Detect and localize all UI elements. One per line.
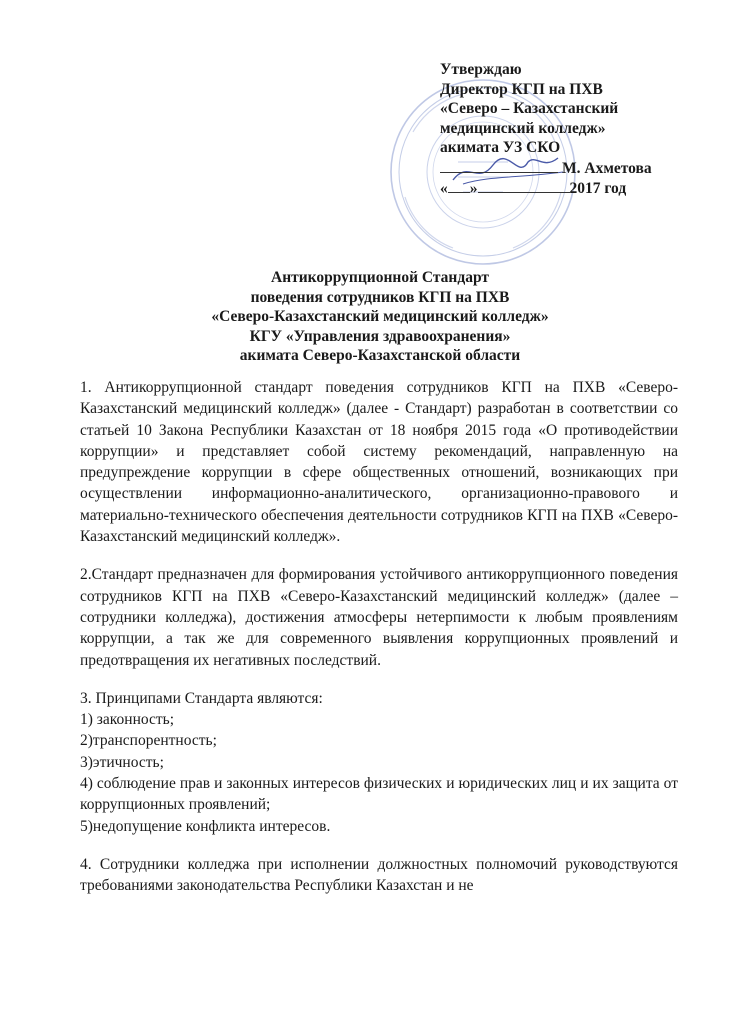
title-line-2: поведения сотрудников КГП на ПХВ [250, 288, 510, 306]
title-line-4: КГУ «Управления здравоохранения» [249, 327, 511, 345]
document-title [80, 268, 680, 366]
approval-org-line3: акимата УЗ СКО [440, 139, 561, 156]
list-item: 5)недопущение конфликта интересов. [80, 817, 331, 835]
date-year: 2017 год [569, 180, 627, 197]
document-body [80, 377, 678, 914]
approval-position: Директор КГП на ПХВ [440, 80, 603, 98]
signer-name: М. Ахметова [562, 159, 652, 177]
approval-signature-line [440, 158, 740, 179]
day-blank [448, 178, 470, 193]
principles-list [80, 688, 678, 837]
list-item: 4) соблюдение прав и законных интересов физических и юридических лиц и их защита от коррупционных проявлений; [80, 775, 678, 814]
list-item: 3)этичность; [80, 753, 164, 771]
approval-org-line2: медицинский колледж» [440, 119, 606, 137]
list-item: 1) законность; [80, 711, 175, 729]
principles-heading: 3. Принципами Стандарта являются: [80, 689, 323, 707]
approval-heading: Утверждаю [440, 61, 522, 78]
paragraph-2: 2.Стандарт предназначен для формирования устойчивого антикоррупционного поведения сотрудников КГП на ПХВ «Северо-Казахстанский медицинский колледж» (далее – сотрудники колледжа), достижения атмосферы нетерпимости к любым проявлениям коррупции, а так же для современного выявления коррупционных проявлений и предотвращения их негативных последствий. [80, 566, 678, 669]
approval-date-line [440, 178, 740, 199]
date-close-quote: » [469, 180, 478, 197]
approval-org-line1: «Северо – Казахстанский [440, 100, 619, 117]
title-line-5: акимата Северо-Казахстанской области [239, 347, 521, 364]
date-open-quote: « [440, 180, 448, 197]
title-line-3: «Северо-Казахстанский медицинский колледж» [211, 308, 549, 325]
list-item: 2)транспорентность; [80, 732, 217, 750]
signature-blank [440, 158, 558, 173]
month-blank [478, 178, 570, 193]
title-line-1: Антикоррупционной Стандарт [271, 269, 489, 286]
paragraph-4: 4. Сотрудники колледжа при исполнении должностных полномочий руководствуются требованиями законодательства Республики Казахстан и не [80, 855, 678, 895]
approval-block [440, 60, 740, 199]
paragraph-1: 1. Антикоррупционной стандарт поведения сотрудников КГП на ПХВ «Северо-Казахстанский медицинский колледж» (далее - Стандарт) разработан в соответствии со статьей 10 Закона Республики Казахстан от 18 ноября 2015 года «О противодействии коррупции» и представляет собой систему рекомендаций, направленную на предупреждение коррупции в сфере общественных отношений, возникающих при осуществлении информационно-аналитического, организационно-правового и материально-технического обеспечения деятельности сотрудников КГП на ПХВ «Северо-Казахстанский медицинский колледж». [80, 379, 678, 546]
